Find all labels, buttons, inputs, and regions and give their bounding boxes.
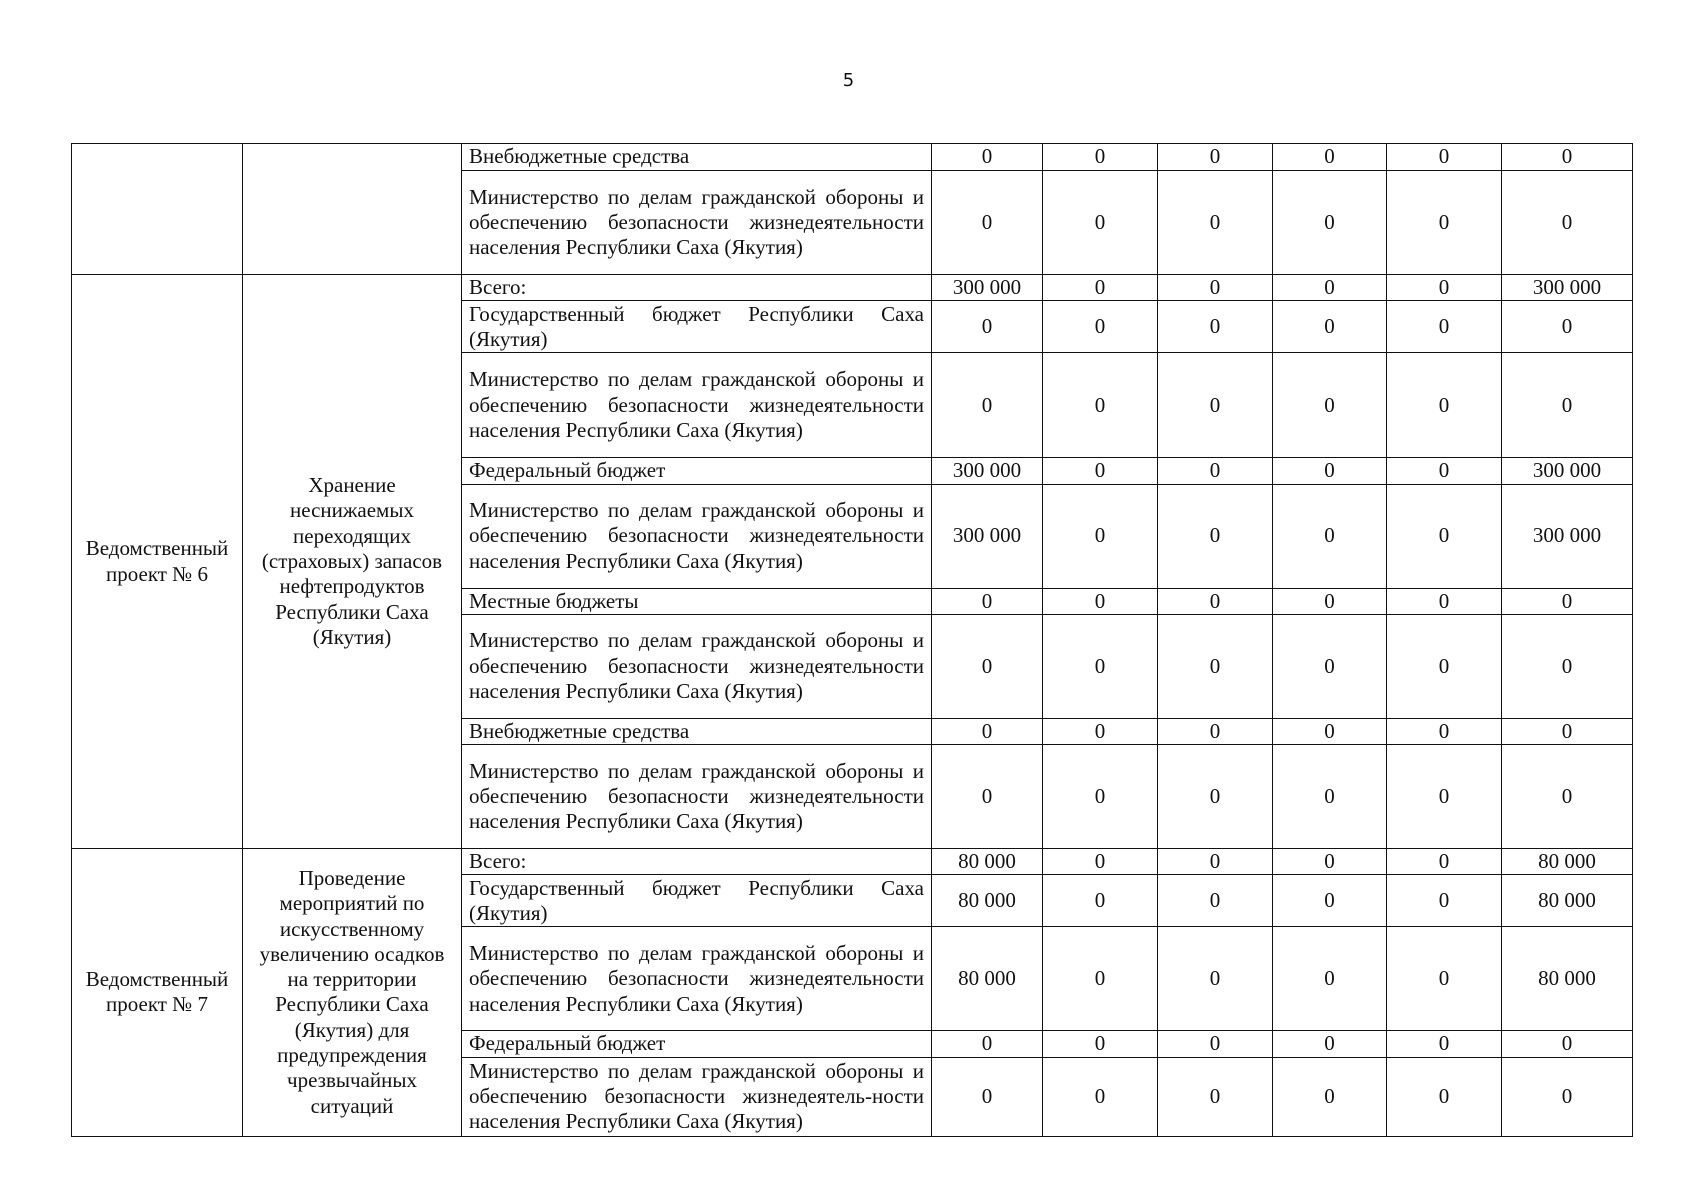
funding-source-cell: Министерство по делам гражданской обороны и обеспечению безопасности жизнедеятельности населения Республики Саха (Якутия) xyxy=(462,927,932,1031)
total-cell: 80 000 xyxy=(1502,875,1633,927)
project-description-cell-empty xyxy=(243,144,462,275)
value-cell: 0 xyxy=(1387,484,1502,588)
funding-source-cell: Государственный бюджет Республики Саха (Якутия) xyxy=(462,301,932,353)
value-cell: 0 xyxy=(932,1031,1043,1057)
total-cell: 0 xyxy=(1502,1031,1633,1057)
total-cell: 80 000 xyxy=(1502,927,1633,1031)
value-cell: 0 xyxy=(1273,1031,1387,1057)
total-cell: 300 000 xyxy=(1502,484,1633,588)
value-cell: 0 xyxy=(1273,875,1387,927)
value-cell: 0 xyxy=(932,171,1043,275)
funding-source-cell: Внебюджетные средства xyxy=(462,144,932,171)
table-row xyxy=(72,849,1633,875)
value-cell: 0 xyxy=(1158,927,1273,1031)
value-cell: 0 xyxy=(932,1057,1043,1136)
value-cell: 0 xyxy=(1387,849,1502,875)
value-cell: 0 xyxy=(1387,614,1502,718)
value-cell: 0 xyxy=(1158,275,1273,301)
value-cell: 0 xyxy=(932,144,1043,171)
value-cell: 0 xyxy=(932,301,1043,353)
funding-source-cell: Внебюджетные средства xyxy=(462,718,932,744)
total-cell: 0 xyxy=(1502,353,1633,458)
funding-source-cell: Министерство по делам гражданской обороны и обеспечению безопасности жизнедеятельности населения Республики Саха (Якутия) xyxy=(462,745,932,849)
value-cell: 0 xyxy=(1273,718,1387,744)
value-cell: 80 000 xyxy=(932,875,1043,927)
funding-source-cell: Министерство по делам гражданской обороны и обеспечению безопасности жизнедеятельности населения Республики Саха (Якутия) xyxy=(462,484,932,588)
total-cell: 300 000 xyxy=(1502,458,1633,484)
value-cell: 0 xyxy=(1273,588,1387,614)
funding-source-cell: Местные бюджеты xyxy=(462,588,932,614)
page-number: 5 xyxy=(842,70,855,91)
project-name-cell: Ведомственный проект № 7 xyxy=(72,849,243,1137)
value-cell: 0 xyxy=(1387,458,1502,484)
value-cell: 0 xyxy=(1043,927,1158,1031)
total-cell: 0 xyxy=(1502,144,1633,171)
value-cell: 0 xyxy=(1387,1031,1502,1057)
total-cell: 300 000 xyxy=(1502,275,1633,301)
value-cell: 0 xyxy=(1158,484,1273,588)
funding-source-cell: Министерство по делам гражданской обороны и обеспечению безопасности жизнедеятельности населения Республики Саха (Якутия) xyxy=(462,171,932,275)
value-cell: 0 xyxy=(1387,353,1502,458)
table-row xyxy=(72,275,1633,301)
table-row xyxy=(72,144,1633,171)
value-cell: 0 xyxy=(1273,484,1387,588)
value-cell: 0 xyxy=(1043,484,1158,588)
value-cell: 0 xyxy=(1158,875,1273,927)
value-cell: 0 xyxy=(1043,275,1158,301)
value-cell: 0 xyxy=(1273,1057,1387,1136)
value-cell: 0 xyxy=(932,745,1043,849)
value-cell: 0 xyxy=(1273,745,1387,849)
value-cell: 0 xyxy=(1273,275,1387,301)
value-cell: 0 xyxy=(1387,275,1502,301)
value-cell: 0 xyxy=(1043,745,1158,849)
project-description-cell: Проведение мероприятий по искусственному увеличению осадков на территории Республики Саха (Якутия) для предупреждения чрезвычайных ситуаций xyxy=(243,849,462,1137)
value-cell: 0 xyxy=(1273,301,1387,353)
value-cell: 0 xyxy=(1387,1057,1502,1136)
value-cell: 0 xyxy=(1158,458,1273,484)
value-cell: 0 xyxy=(1387,144,1502,171)
value-cell: 80 000 xyxy=(932,849,1043,875)
value-cell: 0 xyxy=(1273,458,1387,484)
value-cell: 0 xyxy=(1273,927,1387,1031)
funding-source-cell: Федеральный бюджет xyxy=(462,458,932,484)
funding-source-cell: Всего: xyxy=(462,275,932,301)
value-cell: 0 xyxy=(1043,301,1158,353)
value-cell: 80 000 xyxy=(932,927,1043,1031)
value-cell: 0 xyxy=(1158,1057,1273,1136)
value-cell: 0 xyxy=(932,353,1043,458)
value-cell: 0 xyxy=(1158,588,1273,614)
total-cell: 0 xyxy=(1502,614,1633,718)
value-cell: 0 xyxy=(1387,875,1502,927)
total-cell: 0 xyxy=(1502,718,1633,744)
total-cell: 0 xyxy=(1502,171,1633,275)
value-cell: 0 xyxy=(1387,718,1502,744)
value-cell: 0 xyxy=(1158,614,1273,718)
value-cell: 0 xyxy=(1043,1031,1158,1057)
funding-source-cell: Министерство по делам гражданской обороны и обеспечению безопасности жизнедеятельности населения Республики Саха (Якутия) xyxy=(462,614,932,718)
value-cell: 0 xyxy=(1158,849,1273,875)
value-cell: 300 000 xyxy=(932,484,1043,588)
value-cell: 0 xyxy=(932,588,1043,614)
value-cell: 0 xyxy=(1273,353,1387,458)
value-cell: 0 xyxy=(1158,301,1273,353)
value-cell: 0 xyxy=(1158,353,1273,458)
value-cell: 0 xyxy=(1387,171,1502,275)
value-cell: 0 xyxy=(1043,458,1158,484)
value-cell: 0 xyxy=(1158,144,1273,171)
value-cell: 0 xyxy=(1043,849,1158,875)
value-cell: 0 xyxy=(1387,301,1502,353)
value-cell: 0 xyxy=(1043,614,1158,718)
value-cell: 0 xyxy=(1043,353,1158,458)
value-cell: 300 000 xyxy=(932,458,1043,484)
value-cell: 0 xyxy=(1043,588,1158,614)
total-cell: 80 000 xyxy=(1502,849,1633,875)
project-name-cell: Ведомственный проект № 6 xyxy=(72,275,243,849)
value-cell: 0 xyxy=(1158,1031,1273,1057)
value-cell: 300 000 xyxy=(932,275,1043,301)
value-cell: 0 xyxy=(1273,849,1387,875)
value-cell: 0 xyxy=(1043,1057,1158,1136)
value-cell: 0 xyxy=(1387,588,1502,614)
funding-source-cell: Министерство по делам гражданской обороны и обеспечению безопасности жизнедеятель-ности населения Республики Саха (Якутия) xyxy=(462,1057,932,1136)
funding-source-cell: Министерство по делам гражданской обороны и обеспечению безопасности жизнедеятельности населения Республики Саха (Якутия) xyxy=(462,353,932,458)
value-cell: 0 xyxy=(1387,927,1502,1031)
project-description-cell: Хранение неснижаемых переходящих (страховых) запасов нефтепродуктов Республики Саха (Якутия) xyxy=(243,275,462,849)
funding-source-cell: Государственный бюджет Республики Саха (Якутия) xyxy=(462,875,932,927)
budget-table xyxy=(71,143,1633,1137)
total-cell: 0 xyxy=(1502,301,1633,353)
project-name-cell-empty xyxy=(72,144,243,275)
value-cell: 0 xyxy=(1387,745,1502,849)
value-cell: 0 xyxy=(1043,171,1158,275)
total-cell: 0 xyxy=(1502,588,1633,614)
funding-source-cell: Федеральный бюджет xyxy=(462,1031,932,1057)
value-cell: 0 xyxy=(1043,144,1158,171)
value-cell: 0 xyxy=(1158,745,1273,849)
value-cell: 0 xyxy=(932,614,1043,718)
total-cell: 0 xyxy=(1502,1057,1633,1136)
total-cell: 0 xyxy=(1502,745,1633,849)
value-cell: 0 xyxy=(1273,144,1387,171)
funding-source-cell: Всего: xyxy=(462,849,932,875)
value-cell: 0 xyxy=(1273,614,1387,718)
value-cell: 0 xyxy=(1158,718,1273,744)
value-cell: 0 xyxy=(1158,171,1273,275)
value-cell: 0 xyxy=(1043,718,1158,744)
value-cell: 0 xyxy=(1043,875,1158,927)
value-cell: 0 xyxy=(1273,171,1387,275)
value-cell: 0 xyxy=(932,718,1043,744)
